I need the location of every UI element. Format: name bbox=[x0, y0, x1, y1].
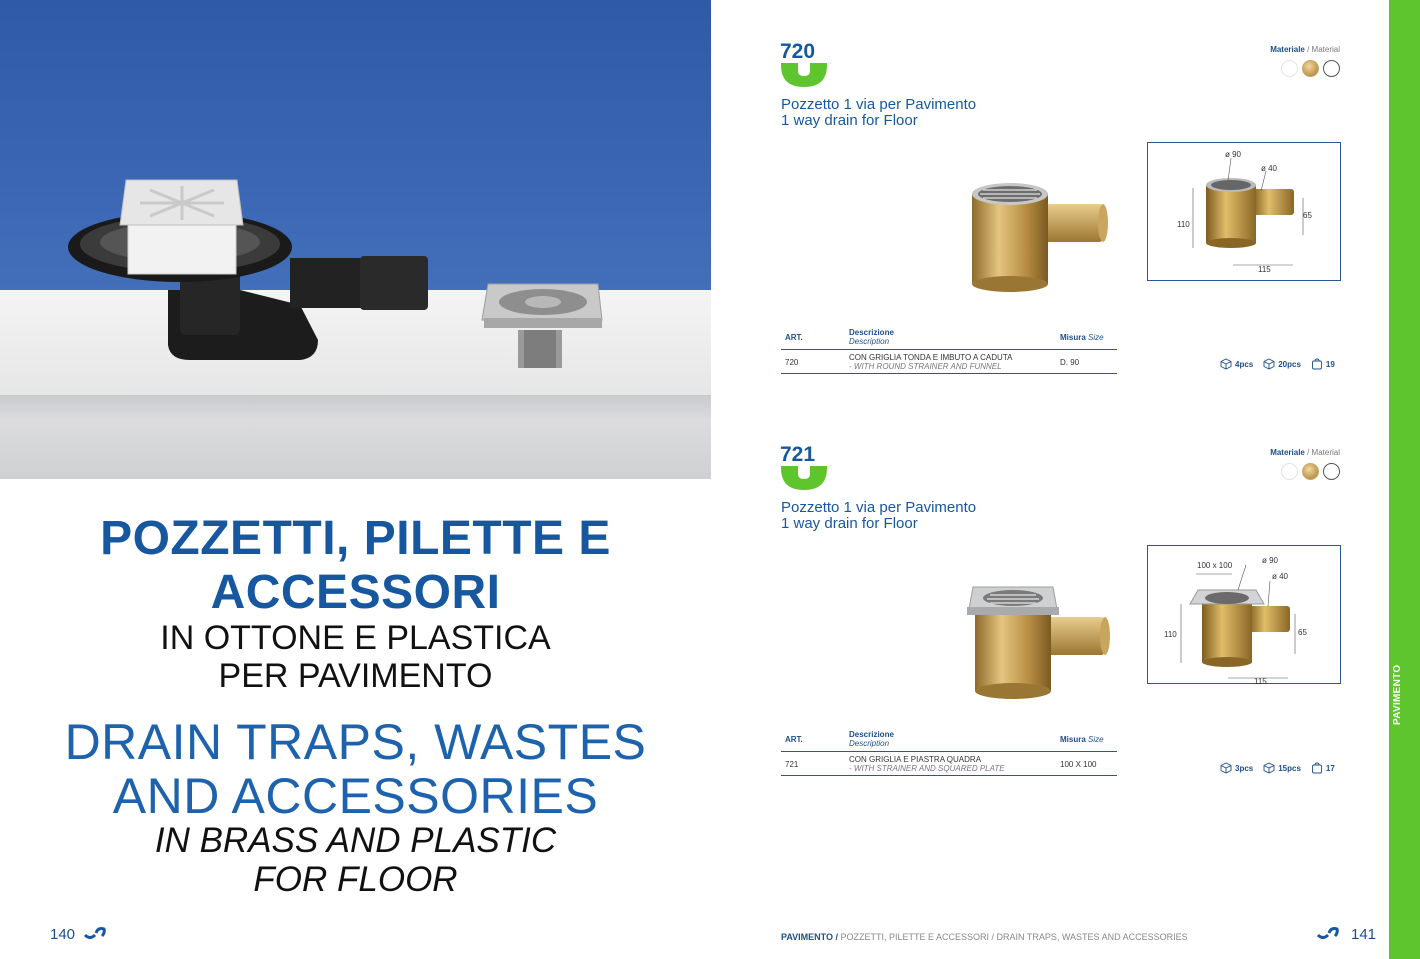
brand-logo-icon bbox=[1316, 926, 1340, 940]
pack-outer-qty: 20pcs bbox=[1278, 359, 1301, 369]
cell-size: D. 90 bbox=[1060, 358, 1080, 367]
product-title-en: 1 way drain for Floor bbox=[781, 112, 918, 129]
product-721 bbox=[780, 444, 1380, 804]
cell-art: 721 bbox=[785, 760, 799, 769]
header-art: ART. bbox=[785, 735, 803, 744]
hero-products-illustration bbox=[0, 0, 711, 479]
material-label-it: Materiale bbox=[1270, 45, 1305, 54]
pack-outer bbox=[1263, 358, 1301, 370]
table-row bbox=[781, 350, 1117, 374]
cell-description bbox=[849, 755, 1005, 773]
technical-drawing-721 bbox=[1147, 545, 1341, 684]
pack-outer bbox=[1263, 762, 1301, 774]
pack-outer-qty: 15pcs bbox=[1278, 763, 1301, 773]
box-icon bbox=[1220, 762, 1232, 774]
green-drain-badge-icon bbox=[781, 466, 827, 490]
table-row bbox=[781, 752, 1117, 776]
header-description-it: Descrizione bbox=[849, 328, 894, 337]
material-label-en: / Material bbox=[1304, 448, 1340, 457]
header-size-it: Misura bbox=[1060, 735, 1086, 744]
title-italian-main bbox=[0, 512, 711, 620]
title-english-main-line2: AND ACCESSORIES bbox=[112, 768, 599, 824]
plastic-drain-image bbox=[68, 180, 428, 360]
carton-icon bbox=[1263, 762, 1275, 774]
material-swatch-chrome bbox=[1281, 60, 1298, 77]
title-english-main bbox=[0, 715, 711, 823]
title-italian-main-line1: POZZETTI, PILETTE E bbox=[100, 512, 611, 565]
technical-drawing-720 bbox=[1147, 142, 1341, 281]
header-description-en: Description bbox=[849, 739, 890, 748]
drawing-dim-d2: ø 40 bbox=[1261, 164, 1278, 173]
bag-icon bbox=[1311, 358, 1323, 370]
cell-description-it: CON GRIGLIA TONDA E IMBUTO A CADUTA bbox=[849, 353, 1013, 362]
pack-box-qty: 19 bbox=[1325, 359, 1335, 369]
material-label-en: / Material bbox=[1304, 45, 1340, 54]
title-english-main-line1: DRAIN TRAPS, WASTES bbox=[64, 714, 647, 770]
product-title-it: Pozzetto 1 via per Pavimento bbox=[781, 96, 977, 113]
drawing-dim-d1: ø 90 bbox=[1262, 556, 1279, 565]
header-size bbox=[1060, 333, 1104, 342]
cell-description-it: CON GRIGLIA E PIASTRA QUADRA bbox=[849, 755, 982, 764]
pack-box bbox=[1311, 762, 1335, 774]
material-swatch-brass bbox=[1302, 463, 1319, 480]
bag-icon bbox=[1311, 762, 1323, 774]
material-swatch-white bbox=[1323, 60, 1340, 77]
product-table-720 bbox=[781, 326, 1117, 374]
material-swatch-brass bbox=[1302, 60, 1319, 77]
table-header bbox=[781, 326, 1117, 350]
header-description bbox=[849, 328, 894, 346]
header-size-en: Size bbox=[1088, 735, 1104, 744]
product-photo-720 bbox=[965, 176, 1115, 306]
drawing-dim-height: 110 bbox=[1177, 220, 1190, 229]
hero-photo bbox=[0, 0, 711, 479]
drawing-dim-height: 110 bbox=[1164, 630, 1177, 639]
drawing-dim-width: 115 bbox=[1254, 677, 1267, 686]
material-swatch-chrome bbox=[1281, 463, 1298, 480]
title-english-sub-line1: IN BRASS AND PLASTIC bbox=[154, 821, 557, 860]
cell-description bbox=[849, 353, 1012, 371]
header-size-en: Size bbox=[1088, 333, 1104, 342]
product-title bbox=[781, 500, 976, 532]
section-side-band bbox=[1389, 0, 1420, 959]
cell-art: 720 bbox=[785, 358, 799, 367]
material-swatches bbox=[1281, 60, 1340, 77]
title-italian-sub bbox=[0, 619, 711, 695]
header-size-it: Misura bbox=[1060, 333, 1086, 342]
drawing-dim-plate: 100 x 100 bbox=[1197, 561, 1233, 570]
breadcrumb bbox=[781, 932, 1188, 942]
product-table-721 bbox=[781, 728, 1117, 776]
product-photo-721 bbox=[965, 579, 1115, 709]
cell-description-en: - WITH STRAINER AND SQUARED PLATE bbox=[849, 764, 1005, 773]
pack-box-qty: 17 bbox=[1325, 763, 1335, 773]
title-english-sub-line2: FOR FLOOR bbox=[253, 860, 458, 899]
material-swatch-white bbox=[1323, 463, 1340, 480]
drawing-dim-height2: 65 bbox=[1303, 211, 1312, 220]
header-size bbox=[1060, 735, 1104, 744]
product-720 bbox=[780, 41, 1380, 401]
table-header bbox=[781, 728, 1117, 752]
breadcrumb-path: POZZETTI, PILETTE E ACCESSORI / DRAIN TRAPS, WASTES AND ACCESSORIES bbox=[838, 932, 1188, 942]
packaging-info-720 bbox=[1220, 358, 1341, 370]
cell-description-en: - WITH ROUND STRAINER AND FUNNEL bbox=[849, 362, 1002, 371]
box-icon bbox=[1220, 358, 1232, 370]
title-english-sub bbox=[0, 821, 711, 899]
product-code: 720 bbox=[780, 40, 816, 63]
material-swatches bbox=[1281, 463, 1340, 480]
product-title-it: Pozzetto 1 via per Pavimento bbox=[781, 499, 977, 516]
title-italian-sub-line1: IN OTTONE E PLASTICA bbox=[160, 619, 551, 657]
material-label bbox=[1270, 45, 1340, 54]
header-art: ART. bbox=[785, 333, 803, 342]
drawing-dim-d2: ø 40 bbox=[1272, 572, 1289, 581]
pack-inner bbox=[1220, 762, 1253, 774]
section-side-label: PAVIMENTO bbox=[1392, 664, 1403, 726]
brand-logo-icon bbox=[83, 926, 107, 940]
steel-drain-image bbox=[482, 284, 602, 368]
product-title bbox=[781, 97, 976, 129]
green-drain-badge-icon bbox=[781, 63, 827, 87]
material-label-it: Materiale bbox=[1270, 448, 1305, 457]
header-description-en: Description bbox=[849, 337, 890, 346]
header-description bbox=[849, 730, 894, 748]
drawing-dim-d1: ø 90 bbox=[1225, 150, 1242, 159]
drawing-dim-width: 115 bbox=[1258, 265, 1271, 274]
product-title-en: 1 way drain for Floor bbox=[781, 515, 918, 532]
page-number-right: 141 bbox=[1351, 926, 1377, 943]
pack-inner-qty: 3pcs bbox=[1235, 763, 1254, 773]
cell-size: 100 X 100 bbox=[1060, 760, 1097, 769]
pack-inner bbox=[1220, 358, 1253, 370]
pack-box bbox=[1311, 358, 1335, 370]
title-italian-sub-line2: PER PAVIMENTO bbox=[218, 657, 493, 695]
pack-inner-qty: 4pcs bbox=[1235, 359, 1254, 369]
header-description-it: Descrizione bbox=[849, 730, 894, 739]
carton-icon bbox=[1263, 358, 1275, 370]
material-label bbox=[1270, 448, 1340, 457]
page-number-left: 140 bbox=[50, 926, 76, 943]
packaging-info-721 bbox=[1220, 762, 1341, 774]
drawing-dim-height2: 65 bbox=[1298, 628, 1307, 637]
title-italian-main-line2: ACCESSORI bbox=[210, 566, 501, 619]
product-code: 721 bbox=[780, 443, 816, 466]
breadcrumb-section: PAVIMENTO / bbox=[781, 932, 839, 942]
